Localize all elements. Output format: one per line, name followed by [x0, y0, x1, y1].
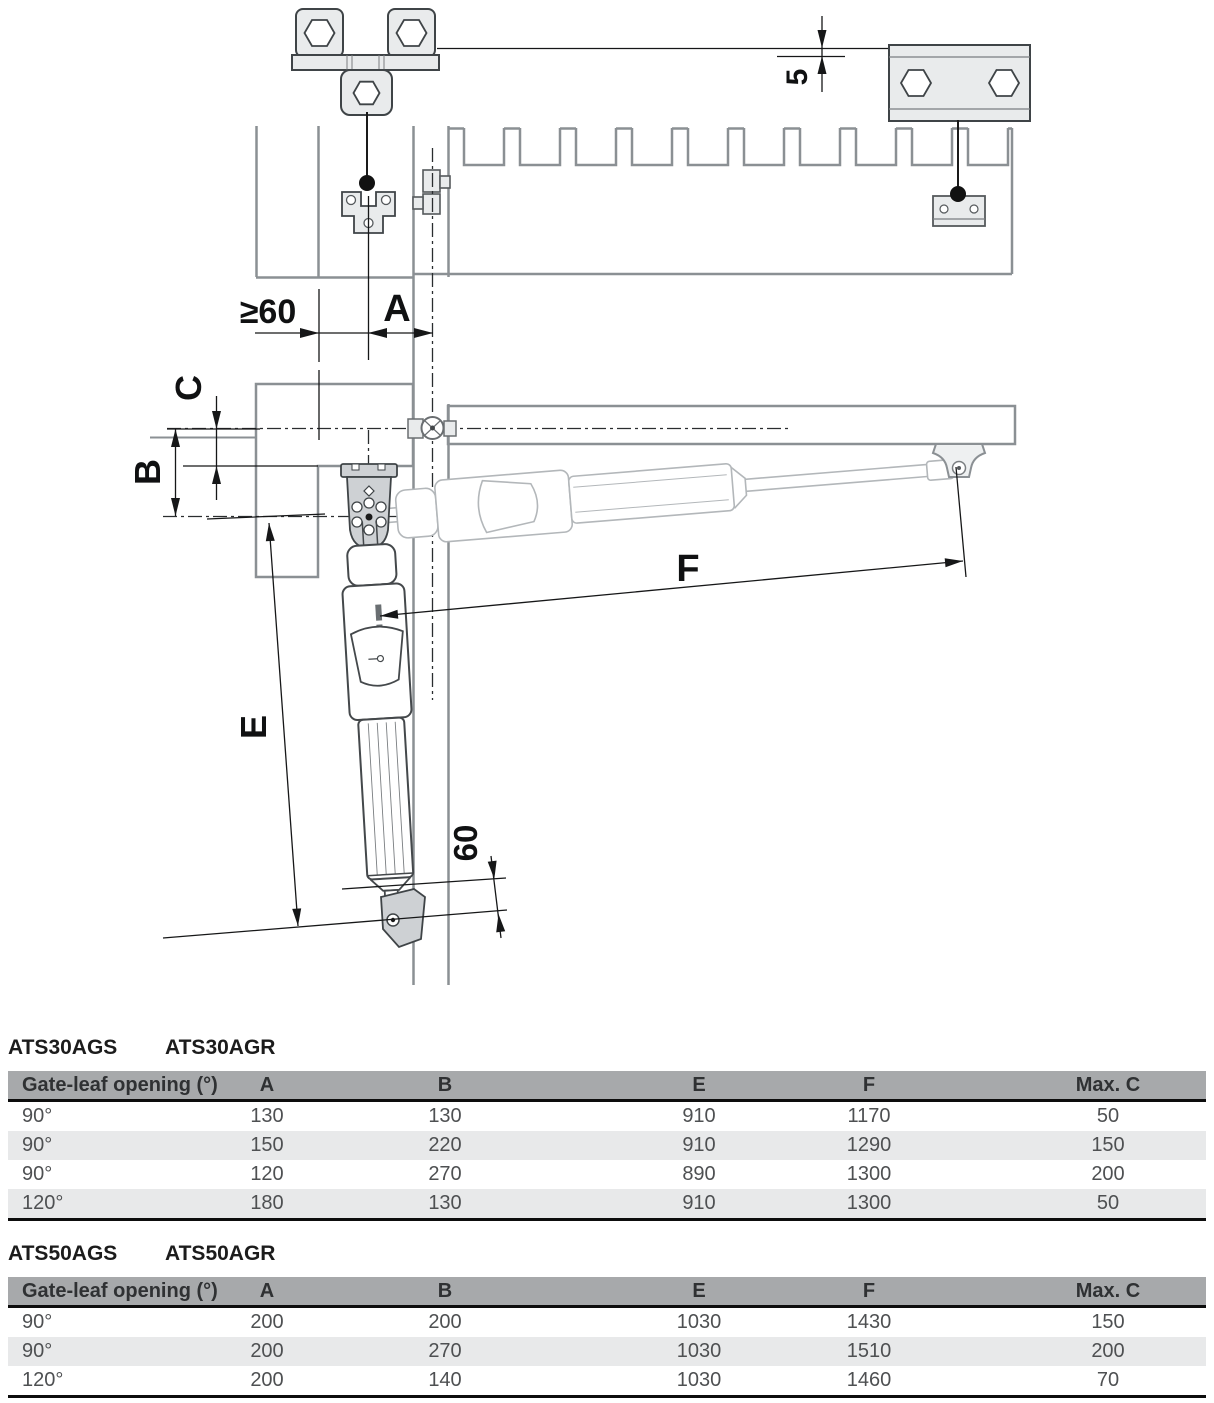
column-header: Gate-leaf opening (°) [22, 1074, 218, 1096]
dim-5 [437, 16, 888, 92]
table-cell: 120° [22, 1192, 64, 1214]
table-cell: 1430 [846, 1311, 892, 1333]
dim-label-min60: ≥60 [239, 293, 297, 331]
dim-label-c: C [168, 375, 209, 401]
dim-label-f: F [676, 548, 700, 590]
leader-left [359, 112, 375, 191]
table-cell: 910 [682, 1192, 716, 1214]
dim-label-60: 60 [447, 824, 484, 862]
model-name: ATS30AGS [8, 1036, 118, 1059]
table-cell: 200 [250, 1311, 284, 1333]
table-cell: 50 [1096, 1192, 1120, 1214]
table-cell: 70 [1096, 1369, 1120, 1391]
table-rule [8, 1218, 1206, 1221]
table-cell: 1510 [846, 1340, 892, 1362]
table-cell: 90° [22, 1105, 53, 1127]
front-bracket-plan [341, 464, 397, 548]
table-cell: 150 [1091, 1134, 1125, 1156]
table-cell: 140 [428, 1369, 462, 1391]
dim-label-a: A [383, 288, 411, 330]
table-header-row [8, 1277, 1206, 1305]
table-row [8, 1308, 1206, 1337]
table-row [8, 1189, 1206, 1218]
model-name: ATS50AGS [8, 1242, 118, 1265]
table-cell: 890 [682, 1163, 716, 1185]
column-header-f: F [862, 1280, 876, 1302]
table-cell: 200 [428, 1311, 462, 1333]
gate-leaf-open [448, 406, 1015, 444]
table-cell: 910 [682, 1105, 716, 1127]
table-cell: 1460 [846, 1369, 892, 1391]
table-row [8, 1160, 1206, 1189]
table-cell: 130 [428, 1192, 462, 1214]
table-row [8, 1366, 1206, 1395]
column-header: B [437, 1280, 453, 1302]
table-cell: 1030 [676, 1311, 722, 1333]
table-cell: 1030 [676, 1340, 722, 1362]
table-rule [8, 1395, 1206, 1398]
column-header-f: F [862, 1074, 876, 1096]
post-bracket [292, 9, 439, 115]
dim-label-b: B [127, 459, 168, 485]
hinge-plan [408, 417, 456, 439]
model-name: ATS50AGR [165, 1242, 276, 1265]
gate-bars [464, 128, 1008, 165]
column-header: A [259, 1074, 275, 1096]
table-cell: 90° [22, 1311, 53, 1333]
table-cell: 220 [428, 1134, 462, 1156]
column-header: Max. C [1075, 1074, 1141, 1096]
dim-e [163, 514, 507, 938]
dim-label-5: 5 [781, 68, 814, 86]
wall-plate [889, 45, 1030, 121]
table-cell: 130 [250, 1105, 284, 1127]
column-header: E [692, 1074, 706, 1096]
table-cell: 270 [428, 1163, 462, 1185]
dim-b [127, 429, 180, 516]
column-header: B [437, 1074, 453, 1096]
table-cell: 270 [428, 1340, 462, 1362]
table-cell: 200 [250, 1340, 284, 1362]
table-cell: 90° [22, 1163, 53, 1185]
table-cell: 130 [428, 1105, 462, 1127]
table-cell: 120 [250, 1163, 284, 1185]
table-cell: 1300 [846, 1192, 892, 1214]
table-cell: 150 [250, 1134, 284, 1156]
column-header: Max. C [1075, 1280, 1141, 1302]
dim-label-e: E [233, 714, 274, 740]
table-cell: 910 [682, 1134, 716, 1156]
table-row [8, 1131, 1206, 1160]
table-cell: 200 [1091, 1163, 1125, 1185]
hex-bolt-icon [354, 82, 380, 105]
table-row [8, 1102, 1206, 1131]
table-cell: 90° [22, 1340, 53, 1362]
hex-bolt-icon [397, 20, 427, 46]
column-header: A [259, 1280, 275, 1302]
table-cell: 120° [22, 1369, 64, 1391]
actuator-closed [338, 519, 423, 916]
hinge-elevation [413, 170, 450, 214]
table-cell: 1030 [676, 1369, 722, 1391]
table-cell: 150 [1091, 1311, 1125, 1333]
table-cell: 90° [22, 1134, 53, 1156]
model-name: ATS30AGR [165, 1036, 276, 1059]
dim-min60-a [240, 288, 433, 440]
table-cell: 200 [1091, 1340, 1125, 1362]
table-header-row [8, 1071, 1206, 1099]
table-cell: 1300 [846, 1163, 892, 1185]
table-cell: 1170 [847, 1105, 891, 1127]
column-header: E [692, 1280, 706, 1302]
column-header: Gate-leaf opening (°) [22, 1280, 218, 1302]
table-cell: 1290 [846, 1134, 892, 1156]
actuator-open-ghost [370, 438, 955, 547]
table-cell: 50 [1096, 1105, 1120, 1127]
hex-bolt-icon [305, 20, 335, 46]
table-row [8, 1337, 1206, 1366]
table-cell: 180 [250, 1192, 284, 1214]
hex-bolt-icon [989, 70, 1019, 96]
plan-view [150, 148, 1015, 947]
hex-bolt-icon [901, 70, 931, 96]
table-cell: 200 [250, 1369, 284, 1391]
